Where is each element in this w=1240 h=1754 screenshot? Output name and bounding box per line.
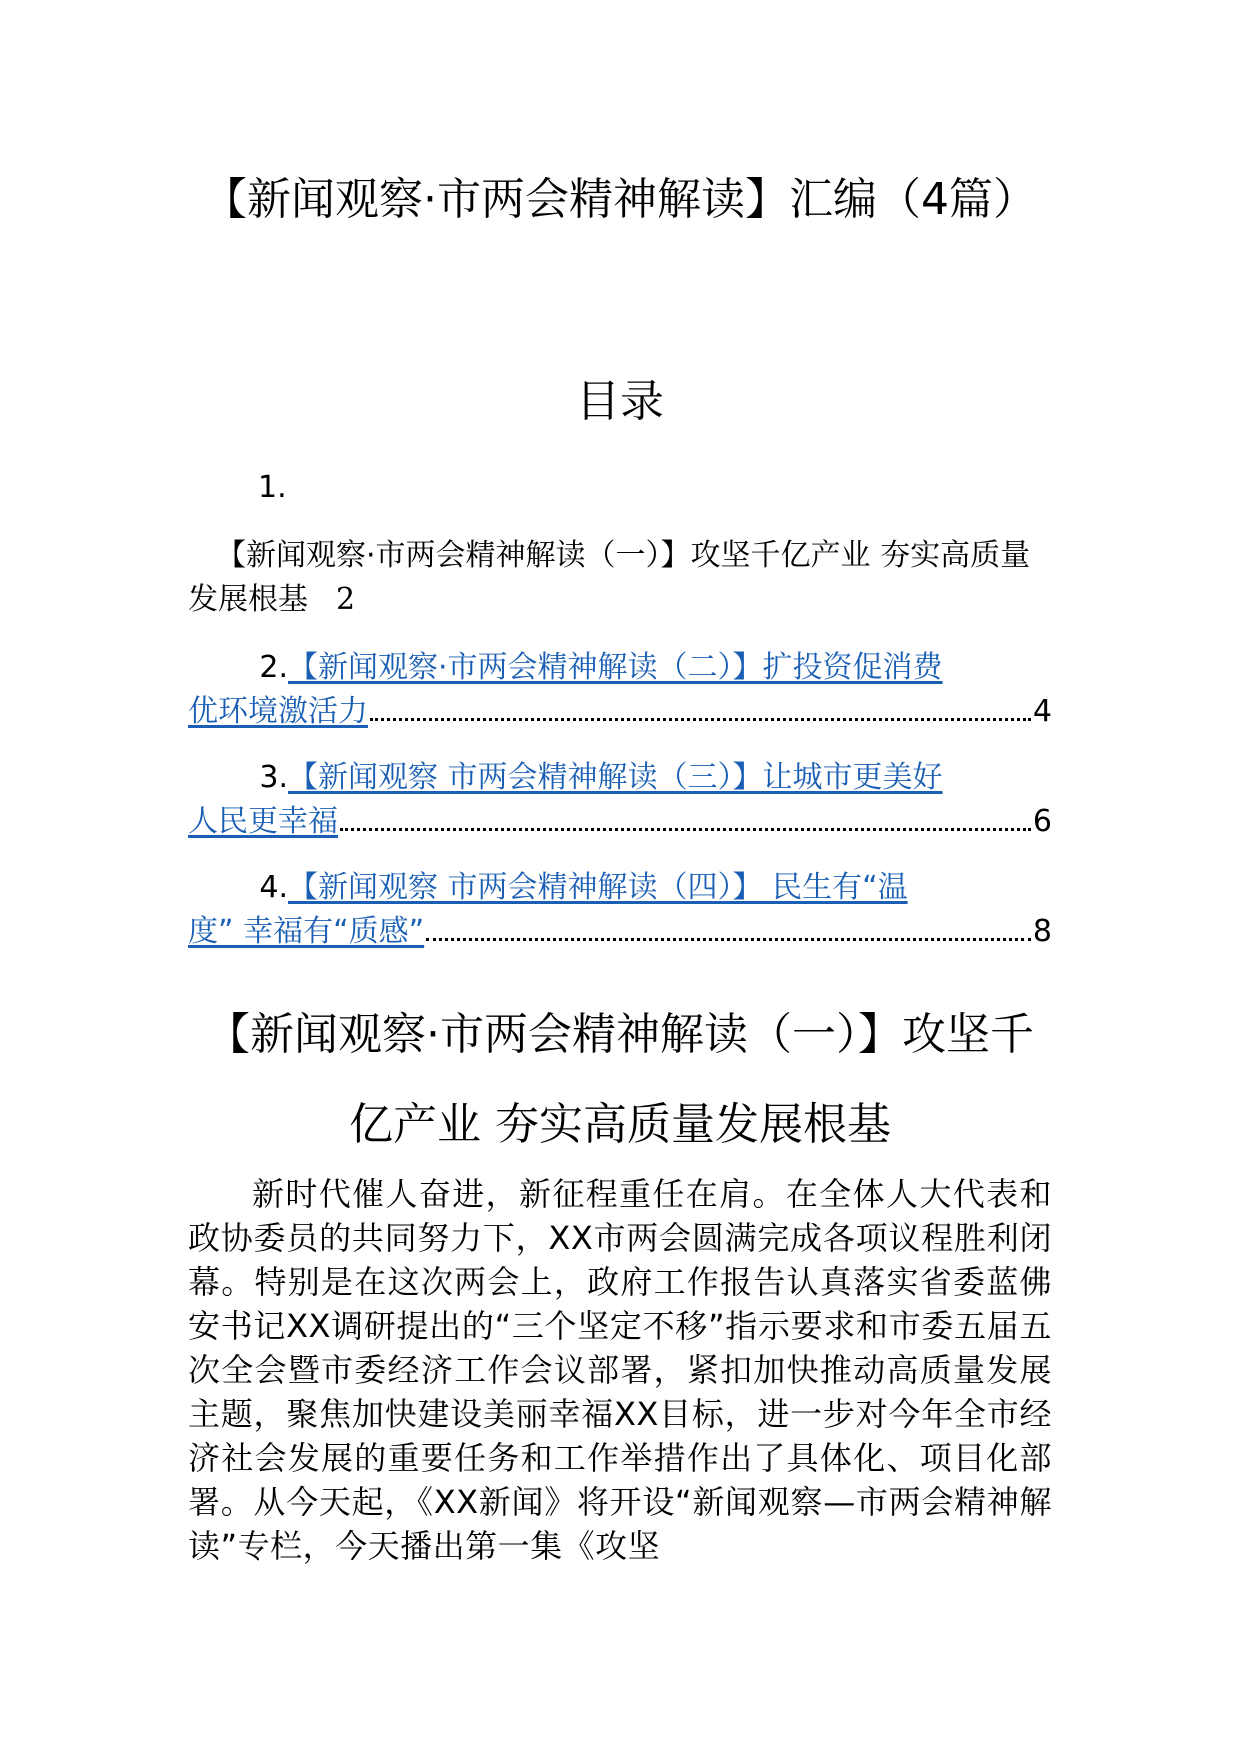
toc-entry-3[interactable]	[188, 756, 1052, 844]
toc-heading: 目录	[576, 376, 664, 427]
toc-entry-4-page: 8	[1032, 914, 1052, 949]
toc-entry-4[interactable]	[188, 866, 1052, 954]
toc-entry-3-link[interactable]: 【新闻观察 市两会精神解读（三）】让城市更美好	[288, 760, 943, 795]
toc-entry-2-number: 2.	[259, 650, 288, 685]
toc-leader-dots	[370, 696, 1031, 721]
body-paragraph: 新时代催人奋进，新征程重任在肩。在全体人大代表和政协委员的共同努力下，XX市两会圆满完成各项议程胜利闭幕。特别是在这次两会上，政府工作报告认真落实省委蓝佛安书记XX调研提出的“三个坚定不移”指示要求和市委五届五次全会暨市委经济工作会议部署，紧扣加快推动高质量发展主题，聚焦加快建设美丽幸福XX目标，进一步对今年全市经济社会发展的重要任务和工作举措作出了具体化、项目化部署。从今天起，《XX新闻》将开设“新闻观察—市两会精神解读”专栏，今天播出第一集《攻坚	[188, 1175, 1052, 1565]
toc-entry-3-page: 6	[1032, 804, 1052, 839]
toc-entry-3-number: 3.	[259, 760, 288, 795]
toc-entry-2[interactable]	[188, 646, 1052, 734]
document-title: 【新闻观察·市两会精神解读】汇编（4篇）	[203, 174, 1037, 225]
toc-leader-dots	[340, 806, 1031, 831]
toc-entry-1-text: 【新闻观察·市两会精神解读（一）】攻坚千亿产业 夯实高质量发展根基	[188, 538, 1031, 617]
toc-entry-4-link-cont[interactable]: 度” 幸福有“质感”	[188, 914, 425, 949]
toc-leader-dots	[426, 916, 1031, 941]
section-title: 【新闻观察·市两会精神解读（一）】攻坚千亿产业 夯实高质量发展根基	[206, 1009, 1034, 1150]
toc-entry-4-number: 4.	[259, 870, 288, 905]
toc-entry-2-link-cont[interactable]: 优环境激活力	[188, 694, 368, 729]
toc-entry-1-page: 2	[336, 582, 356, 617]
toc-entry-1	[188, 534, 1052, 622]
toc-entry-1-number: 1.	[258, 470, 287, 505]
toc-entry-3-link-cont[interactable]: 人民更幸福	[188, 804, 338, 839]
toc-entry-2-link[interactable]: 【新闻观察·市两会精神解读（二）】扩投资促消费	[288, 650, 943, 685]
toc-entry-4-link[interactable]: 【新闻观察 市两会精神解读（四）】 民生有“温	[288, 870, 908, 905]
toc-entry-2-page: 4	[1032, 694, 1052, 729]
